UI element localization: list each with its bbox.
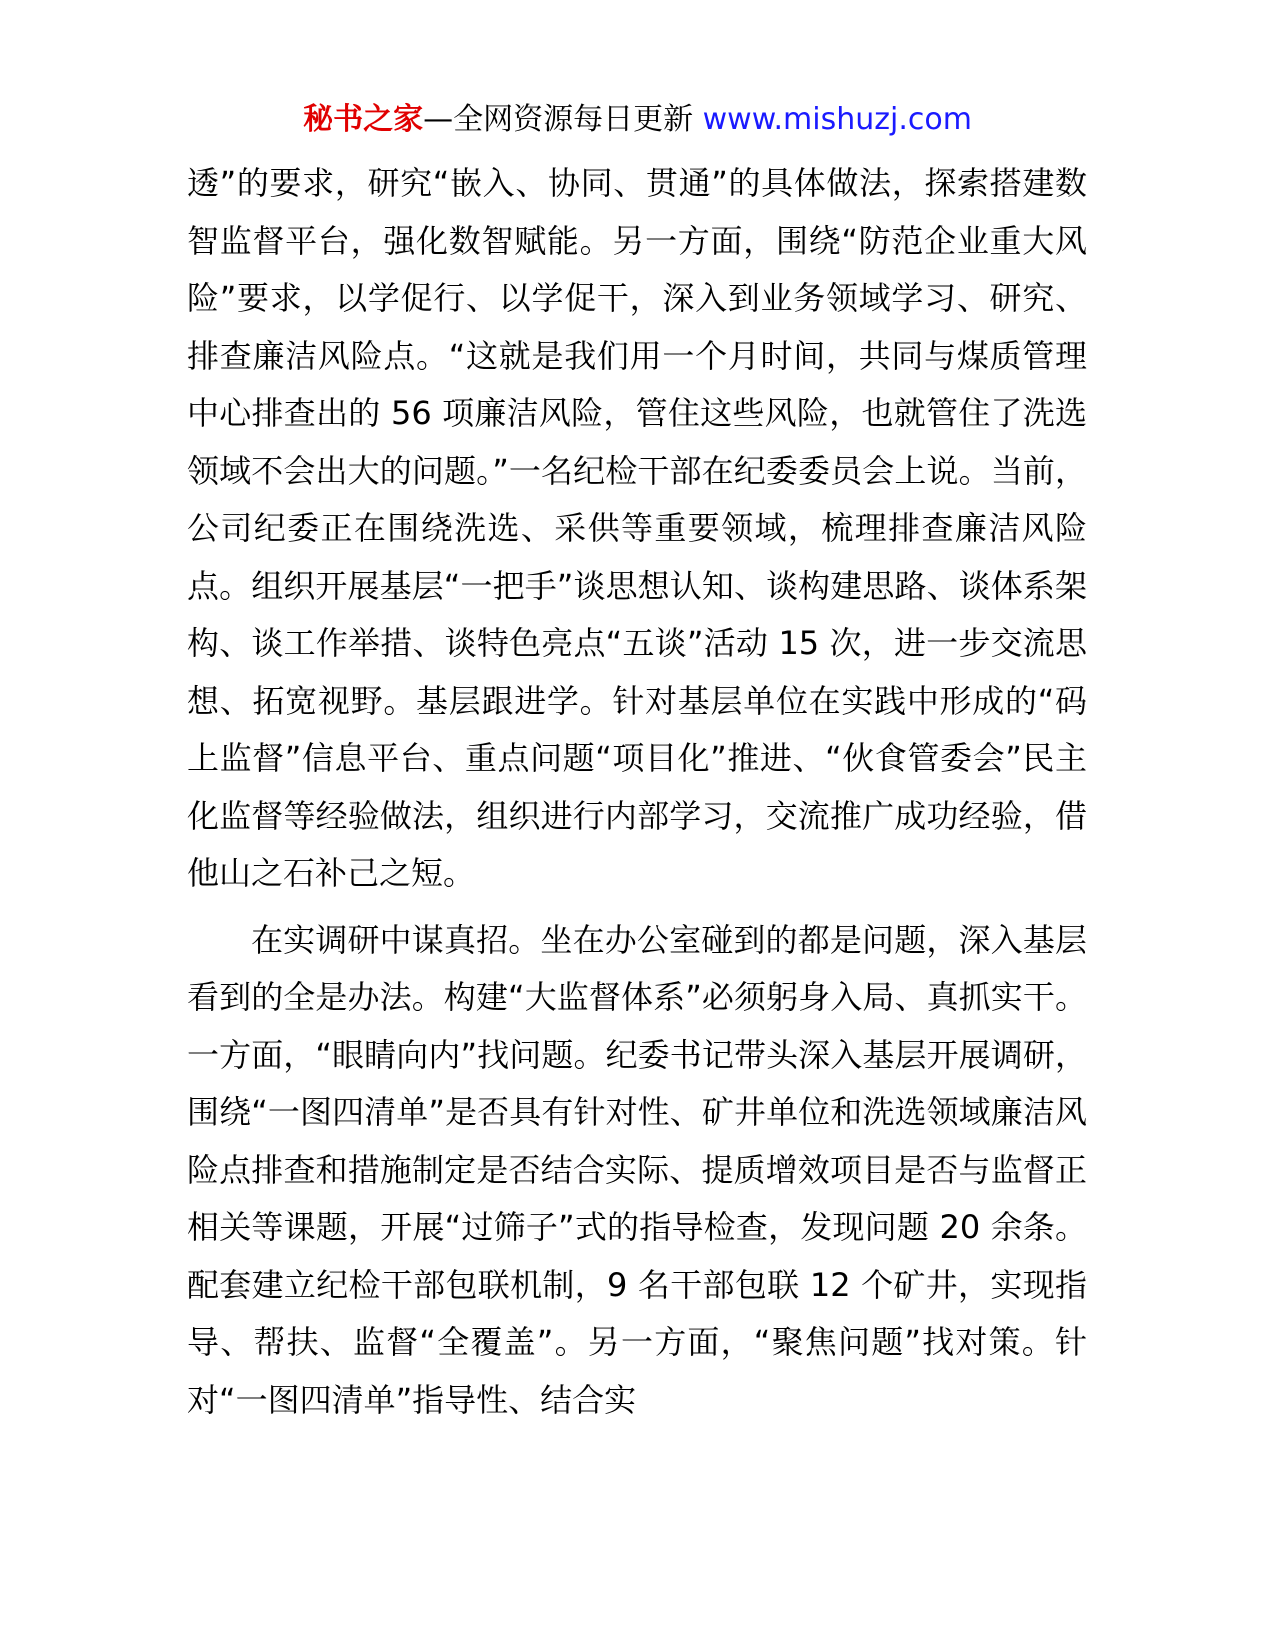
paragraph-continued: 透”的要求，研究“嵌入、协同、贯通”的具体做法，探索搭建数智监督平台，强化数智赋能。另一方面，围绕“防范企业重大风险”要求，以学促行、以学促干，深入到业务领域学习、研究、排查廉洁风险点。“这就是我们用一个月时间，共同与煤质管理中心排查出的 56 项廉洁风险，管住这些风险，也就管住了洗选领域不会出大的问题。”一名纪检干部在纪委委员会上说。当前，公司纪委正在围绕洗选、采供等重要领域，梳理排查廉洁风险点。组织开展基层“一把手”谈思想认知、谈构建思路、谈体系架构、谈工作举措、谈特色亮点“五谈”活动 15 次，进一步交流思想、拓宽视野。基层跟进学。针对基层单位在实践中形成的“码上监督”信息平台、重点问题“项目化”推进、“伙食管委会”民主化监督等经验做法，组织进行内部学习，交流推广成功经验，借他山之石补己之短。 (187, 164, 1087, 892)
site-url-link[interactable]: www.mishuzj.com (702, 102, 972, 137)
brand-name: 秘书之家 (303, 102, 424, 137)
paragraph-research: 在实调研中谋真招。坐在办公室碰到的都是问题，深入基层看到的全是办法。构建“大监督体系”必须躬身入局、真抓实干。一方面，“眼睛向内”找问题。纪委书记带头深入基层开展调研，围绕“一图四清单”是否具有针对性、矿井单位和洗选领域廉洁风险点排查和措施制定是否结合实际、提质增效项目是否与监督正相关等课题，开展“过筛子”式的指导检查，发现问题 20 余条。配套建立纪检干部包联机制，9 名干部包联 12 个矿井，实现指导、帮扶、监督“全覆盖”。另一方面，“聚焦问题”找对策。针对“一图四清单”指导性、结合实 (187, 920, 1087, 1419)
page-header (0, 100, 1275, 140)
header-tagline: —全网资源每日更新 (423, 102, 694, 137)
document-body (187, 155, 1087, 1429)
